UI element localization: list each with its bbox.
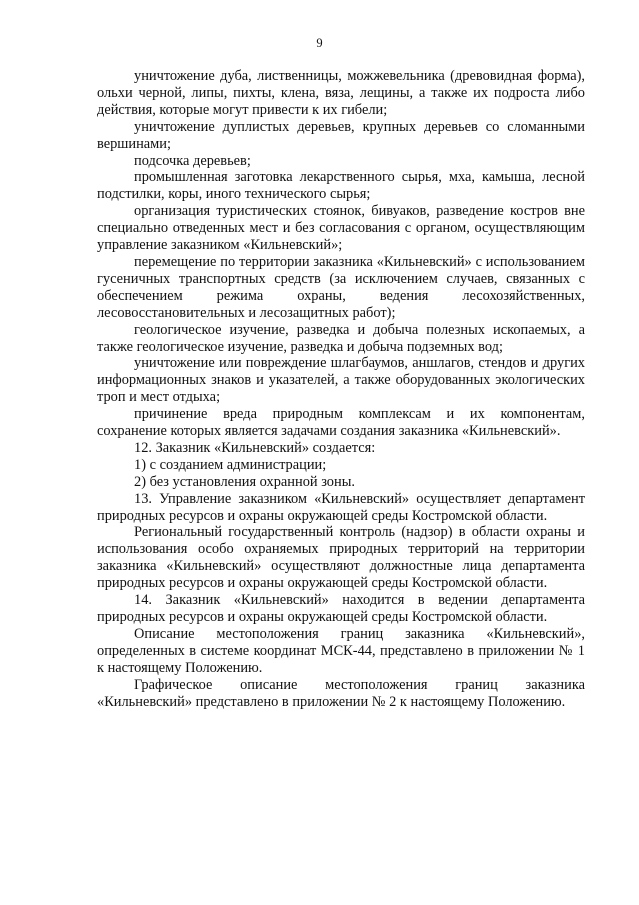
section-paragraph-14: 14. Заказник «Кильневский» находится в ведении департамента природных ресурсов и охраны окружающей среды Костромской области. [97,592,585,625]
paragraph: организация туристических стоянок, бивуаков, разведение костров вне специально отведенных мест и без согласования с органом, осуществляющим управление заказником «Кильневский»; [97,203,585,254]
paragraph: геологическое изучение, разведка и добыча полезных ископаемых, а также геологическое изучение, разведка и добыча подземных вод; [97,321,585,355]
paragraph: уничтожение дуба, лиственницы, можжевельника (древовидная форма), ольхи черной, липы, пихты, клена, вяза, лещины, а также их подроста либо действия, которые могут привести к их гибели; [97,68,585,118]
paragraph: уничтожение или повреждение шлагбаумов, аншлагов, стендов и других информационных знаков и указателей, а также оборудованных экологических троп и мест отдыха; [97,355,585,406]
paragraph: Региональный государственный контроль (надзор) в области охраны и использования особо охраняемых природных территорий на территории заказника «Кильневский» осуществляют должностные лица департамента природных ресурсов и охраны окружающей среды Костромской области. [97,524,585,592]
paragraph: Описание местоположения границ заказника «Кильневский», определенных в системе координат МСК-44, представлено в приложении № 1 к настоящему Положению. [97,625,585,676]
page-number: 9 [316,36,323,50]
paragraph: промышленная заготовка лекарственного сырья, мха, камыша, лесной подстилки, коры, иного технического сырья; [97,169,585,203]
paragraph: перемещение по территории заказника «Кильневский» с использованием гусеничных транспортных средств (за исключением случаев, связанных с обеспечением режима охраны, ведения лесохозяйственных, лесовосстановительных и лесозащитных работ); [97,253,585,321]
paragraph: Графическое описание местоположения границ заказника «Кильневский» представлено в приложении № 2 к настоящему Положению. [97,676,585,710]
section-heading-12: 12. Заказник «Кильневский» создается: [134,439,376,456]
list-item: 2) без установления охранной зоны. [134,473,355,490]
paragraph: причинение вреда природным комплексам и их компонентам, сохранение которых является задачами создания заказника «Кильневский». [97,406,585,440]
paragraph: уничтожение дуплистых деревьев, крупных деревьев со сломанными вершинами; [97,118,585,152]
paragraph: подсочка деревьев; [134,152,251,169]
document-body [97,68,585,710]
section-paragraph-13: 13. Управление заказником «Кильневский» осуществляет департамент природных ресурсов и охраны окружающей среды Костромской области. [97,490,585,524]
list-item: 1) с созданием администрации; [134,456,327,473]
